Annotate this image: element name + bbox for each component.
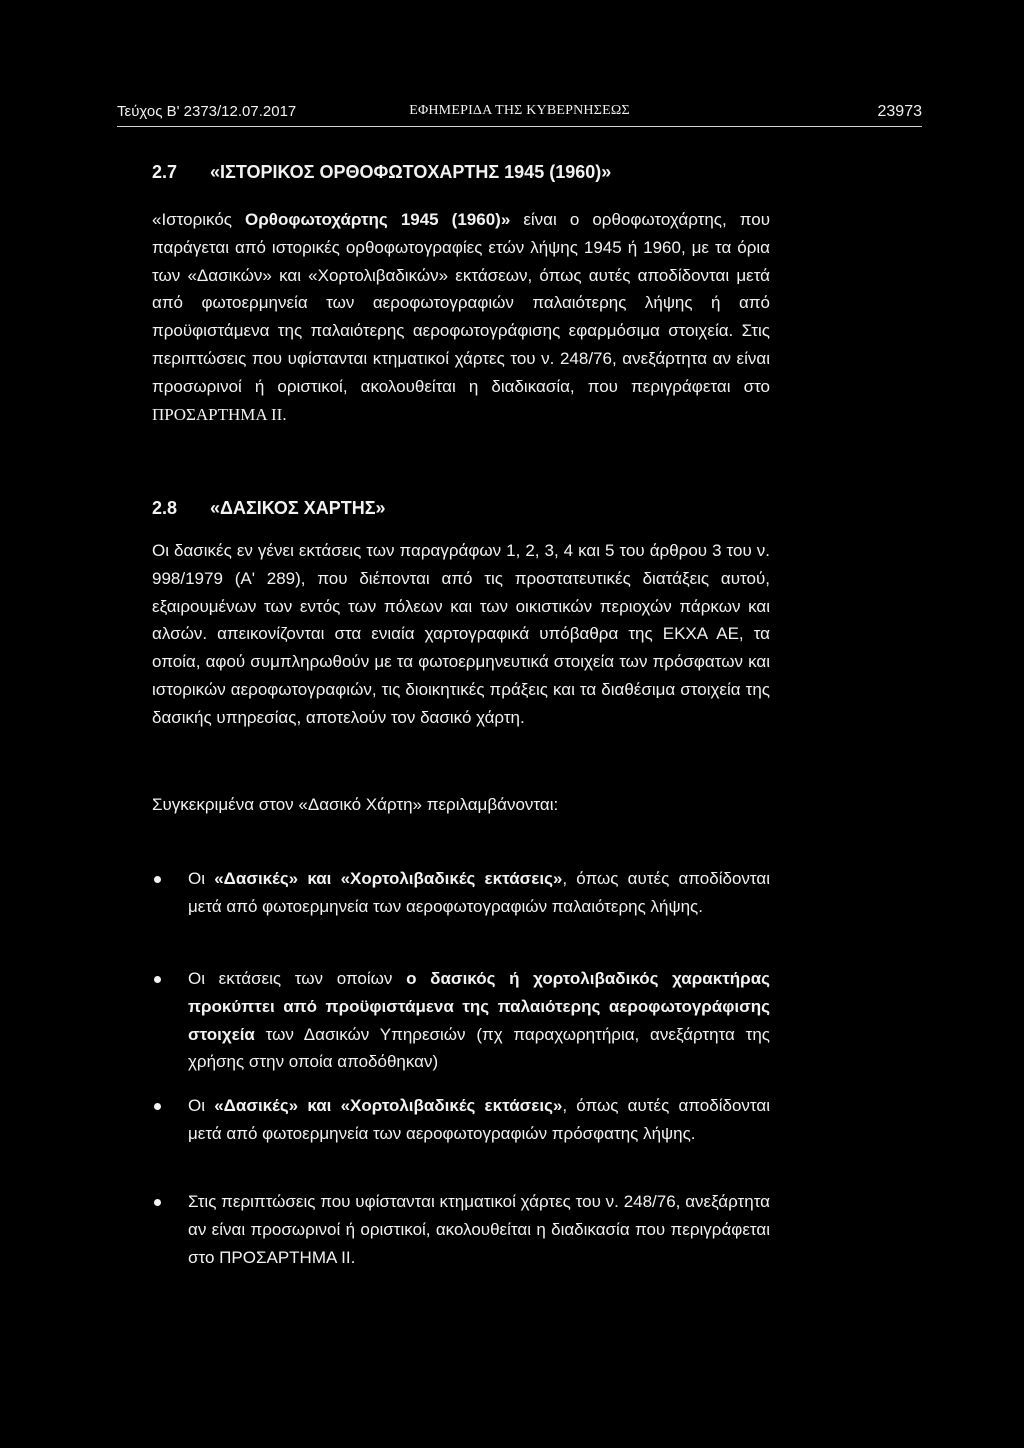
text-run: Στις περιπτώσεις που υφίστανται κτηματικοί χάρτες του ν. 248/76, ανεξάρτητα αν είναι προσωρινοί ή οριστικοί, ακολουθείται η διαδικασία που περιγράφεται στο ΠΡΟΣΑΡΤΗΜΑ ΙΙ.: [188, 1192, 770, 1267]
text-run: των Δασικών Υπηρεσιών (πχ παραχωρητήρια, ανεξάρτητα της χρήσης στην οποία αποδόθηκαν): [188, 1024, 770, 1072]
bullet-icon: [154, 1199, 161, 1206]
section-2-7-heading: [152, 162, 611, 183]
text-run: Οι εκτάσεις των οποίων: [188, 969, 407, 988]
bullet-icon: [154, 876, 161, 883]
issue-info: Τεύχος Β' 2373/12.07.2017: [117, 103, 297, 120]
section-2-7-paragraph: [152, 206, 770, 428]
page-number: 23973: [877, 103, 922, 120]
section-2-8-paragraph: [152, 537, 770, 732]
text-run: Οι δασικές εν γένει εκτάσεις των παραγράφων 1, 2, 3, 4 και 5 του άρθρου 3 του ν. 998/1979 (Α' 289), που διέπονται από τις προστατευτικές διατάξεις αυτού, εξαιρουμένων των εντός των πόλεων και των οικιστικών περιοχών πάρκων και αλσών. απεικονίζονται στα ενιαία χαρτογραφικά υπόβαθρα της ΕΚΧΑ ΑΕ, τα οποία, αφού συμπληρωθούν με τα φωτοερμηνευτικά στοιχεία των πρόσφατων και ιστορικών αεροφωτογραφιών, τις διοικητικές πράξεις και τα διαθέσιμα στοιχεία της δασικής υπηρεσίας, αποτελούν τον δασικό χάρτη.: [152, 541, 770, 727]
appendix-reference: ΠΡΟΣΑΡΤΗΜΑ ΙΙ.: [152, 404, 287, 424]
text-run: «Ιστορικός: [152, 210, 246, 229]
bullet-icon: [154, 976, 161, 983]
gazette-title: ΕΦΗΜΕΡΙΔΑ ΤΗΣ ΚΥΒΕΡΝΗΣΕΩΣ: [409, 103, 630, 118]
page-header: [117, 100, 922, 127]
section-number: 2.8: [152, 498, 178, 518]
text-run: , όπως αυτές αποδίδονται μετά από φωτοερμηνεία των αεροφωτογραφιών πρόσφατης λήψης.: [188, 1096, 770, 1143]
text-run: είναι ο ορθοφωτοχάρτης, που παράγεται από ιστορικές ορθοφωτογραφίες ετών λήψης 1945 ή 1960, με τα όρια των «Δασικών» και «Χορτολιβαδικών» εκτάσεων, όπως αυτές αποδίδονται μετά από φωτοερμηνεία των αεροφωτογραφιών παλαιότερης λήψης ή από προϋφιστάμενα της παλαιότερης αεροφωτογράφισης εφαρμόσιμα στοιχεία. Στις περιπτώσεις που υφίστανται κτηματικοί χάρτες του ν. 248/76, ανεξάρτητα αν είναι προσωρινοί ή οριστικοί, ακολουθείται η διαδικασία, που περιγράφεται στο: [152, 210, 770, 396]
text-run: , όπως αυτές αποδίδονται μετά από φωτοερμηνεία των αεροφωτογραφιών παλαιότερης λήψης.: [188, 869, 770, 916]
bold-term: ο δασικός ή χορτολιβαδικός χαρακτήρας προκύπτει από προϋφιστάμενα της παλαιότερης αεροφωτογράφισης στοιχεία: [188, 969, 770, 1044]
text-run: Συγκεκριμένα στον «Δασικό Χάρτη» περιλαμβάνονται:: [152, 795, 559, 814]
bold-term: Ορθοφωτοχάρτης 1945 (1960)»: [245, 210, 511, 229]
section-title: «ΔΑΣΙΚΟΣ ΧΑΡΤΗΣ»: [210, 498, 386, 518]
section-number: 2.7: [152, 162, 178, 182]
section-2-8-heading: [152, 498, 386, 519]
bullet-icon: [154, 1103, 161, 1110]
bold-term: «Δασικές» και «Χορτολιβαδικές εκτάσεις»: [214, 1096, 563, 1115]
section-2-8-intro: [152, 791, 770, 819]
text-run: Οι: [188, 869, 215, 888]
section-title: «ΙΣΤΟΡΙΚΟΣ ΟΡΘΟΦΩΤΟΧΑΡΤΗΣ 1945 (1960)»: [210, 162, 612, 182]
bold-term: «Δασικές» και «Χορτολιβαδικές εκτάσεις»: [214, 869, 563, 888]
text-run: Οι: [188, 1096, 215, 1115]
